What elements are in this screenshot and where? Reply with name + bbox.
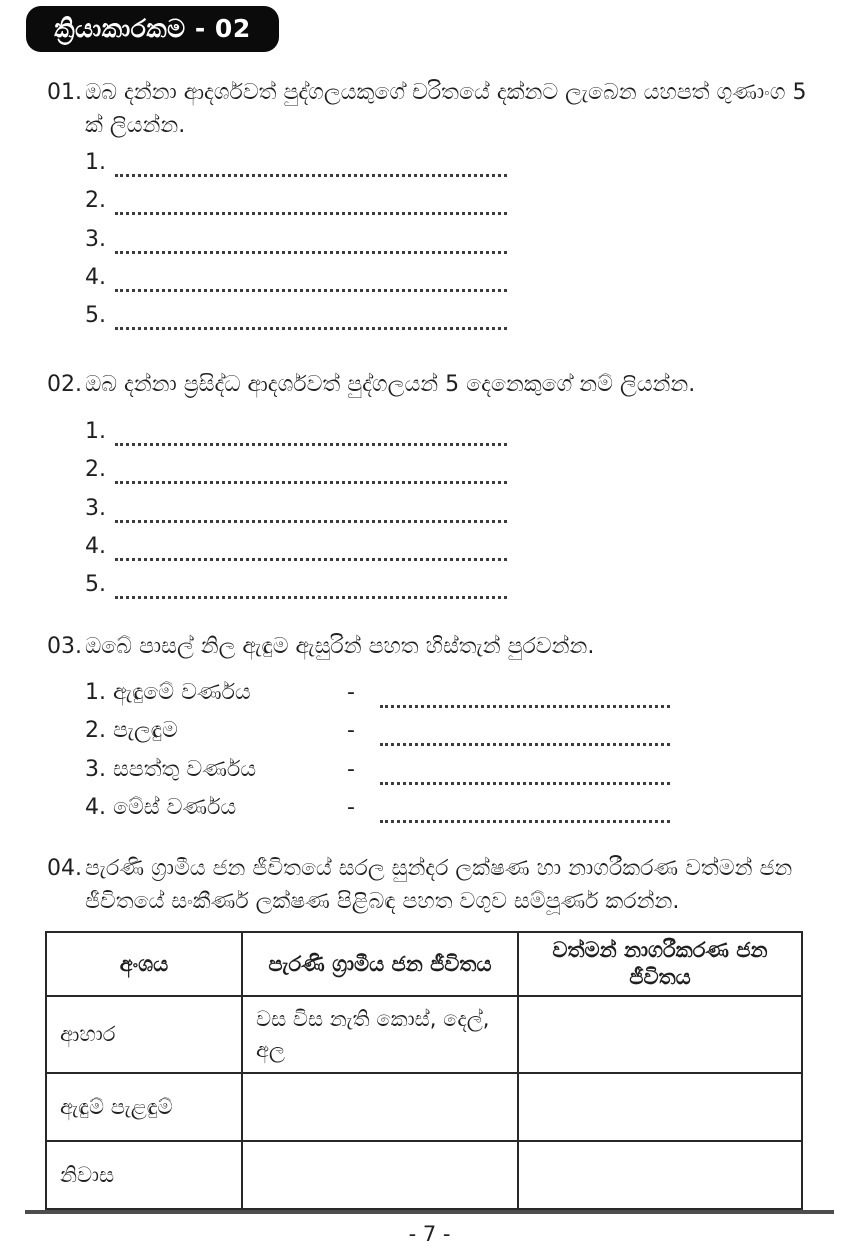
column-header-aspect: අංශය [46, 932, 242, 996]
question-03 [47, 630, 827, 663]
activity-title-badge [26, 6, 279, 52]
table-row [46, 996, 802, 1073]
column-header-rural: පැරණි ග්‍රාමීය ජන ජීවිතය [242, 932, 518, 996]
answer-line [85, 185, 507, 215]
rural-cell: වස විස නැති කොස්, දෙල්, අල [242, 996, 518, 1073]
dash-separator: - [347, 757, 355, 782]
answer-line-number: 2. [85, 457, 106, 482]
table-row [46, 1073, 802, 1141]
answer-line-number: 4. [85, 265, 106, 290]
aspect-cell: ආහාර [46, 996, 242, 1073]
field-label: 1. ඇඳුමේ වර්ණය [85, 680, 251, 705]
dash-separator: - [347, 680, 355, 705]
aspect-cell: නිවාස [46, 1141, 242, 1209]
answer-line [85, 416, 507, 446]
dotted-blank [380, 722, 670, 746]
dotted-blank [115, 268, 507, 292]
field-label: 4. මේස් වර්ණය [85, 795, 237, 820]
question-text: ඔබ දන්නා ආදර්ශවත් පුද්ගලයකුගේ චරිතයේ දක්නට ලැබෙන යහපත් ගුණාංග 5 ක් ලියන්න. [85, 80, 807, 138]
dotted-blank [115, 306, 507, 330]
answer-line-number: 3. [85, 227, 106, 252]
fill-in-row [85, 714, 670, 746]
field-label: 2. පැලඳුම [85, 718, 178, 743]
fill-in-row [85, 676, 670, 708]
answer-line-number: 3. [85, 496, 106, 521]
answer-line [85, 224, 507, 254]
dotted-blank [380, 761, 670, 785]
question-text: පැරණි ග්‍රාමීය ජන ජීවිතයේ සරල සුන්දර ලක්ෂණ හා නාගරීකරණ වත්මන් ජන ජීවිතයේ සංකීර්ණ ලක්ෂණ පිළිබඳ පහත වගුව සම්පූර්ණ කරන්න. [85, 856, 793, 914]
question-number: 01. [47, 80, 82, 105]
answer-line [85, 531, 507, 561]
dotted-blank [115, 537, 507, 561]
answer-line-number: 1. [85, 419, 106, 444]
answer-line [85, 147, 507, 177]
answer-line [85, 569, 507, 599]
question-text: ඔබ දන්නා ප්‍රසිද්ධ ආදර්ශවත් පුද්ගලයන් 5 දෙනෙකුගේ නම් ලියන්න. [85, 372, 696, 397]
dotted-blank [115, 460, 507, 484]
answer-line-number: 2. [85, 188, 106, 213]
answer-line [85, 300, 507, 330]
answer-line [85, 262, 507, 292]
question-01 [47, 76, 827, 142]
footer-double-rule [25, 1210, 834, 1214]
dotted-blank [115, 191, 507, 215]
answer-line [85, 493, 507, 523]
dotted-blank [115, 153, 507, 177]
dotted-blank [380, 684, 670, 708]
aspect-cell: ඇඳුම් පැළඳුම් [46, 1073, 242, 1141]
table-row [46, 1141, 802, 1209]
table-header-row [46, 932, 802, 996]
dotted-blank [115, 230, 507, 254]
urban-cell [518, 996, 802, 1073]
answer-line-number: 4. [85, 534, 106, 559]
column-header-urban: වත්මන් නාගරීකරණ ජන ජීවිතය [518, 932, 802, 996]
question-04 [47, 852, 832, 918]
question-text: ඔබේ පාසල් නිල ඇඳුම ඇසුරින් පහත හිස්තැන් පුරවන්න. [85, 634, 595, 659]
comparison-table [45, 931, 803, 1210]
rural-cell [242, 1141, 518, 1209]
question-number: 02. [47, 372, 82, 397]
fill-in-row [85, 791, 670, 823]
rural-cell [242, 1073, 518, 1141]
page-number: - 7 - [408, 1222, 451, 1246]
dotted-blank [115, 575, 507, 599]
answer-line-number: 1. [85, 150, 106, 175]
dash-separator: - [347, 795, 355, 820]
answer-line-number: 5. [85, 572, 106, 597]
urban-cell [518, 1141, 802, 1209]
question-number: 03. [47, 634, 82, 659]
fill-in-row [85, 753, 670, 785]
answer-line-number: 5. [85, 303, 106, 328]
activity-title: ක්‍රියාකාරකම - 02 [54, 14, 251, 43]
dotted-blank [380, 799, 670, 823]
urban-cell [518, 1073, 802, 1141]
field-label: 3. සපත්තු වර්ණය [85, 757, 257, 782]
dotted-blank [115, 422, 507, 446]
question-02 [47, 368, 827, 401]
answer-line [85, 454, 507, 484]
dotted-blank [115, 499, 507, 523]
dash-separator: - [347, 718, 355, 743]
question-number: 04. [47, 856, 82, 881]
